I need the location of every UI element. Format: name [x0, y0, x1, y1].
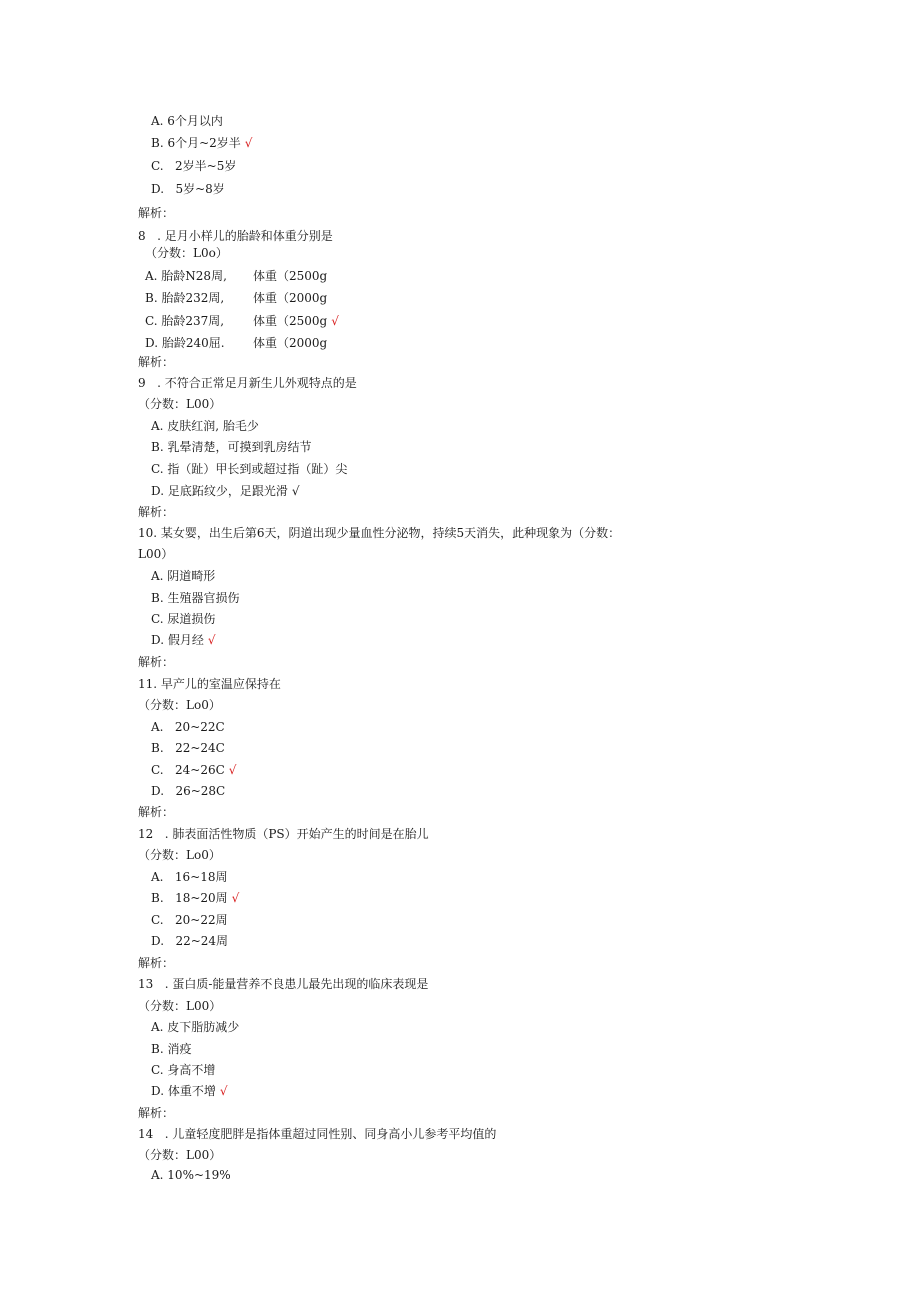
q8-analysis: 解析： — [138, 355, 175, 369]
q11-option-d: D. 26~28C — [151, 784, 226, 798]
q10-option-d: D. 假月经 √ — [151, 633, 216, 647]
q13-stem: 13 . 蛋白质-能量营养不良患儿最先出现的临床表现是 — [138, 977, 429, 991]
q12-option-d: D. 22~24周 — [151, 934, 229, 948]
q7-option-a: A. 6个月以内 — [151, 114, 223, 128]
correct-check-icon: √ — [207, 633, 216, 647]
q10-option-a: A. 阴道畸形 — [151, 569, 216, 583]
q10-option-c: C. 尿道损伤 — [151, 612, 216, 626]
q8-option-c-age: C. 胎龄237周, — [145, 314, 225, 328]
q7-option-b: B. 6个月~2岁半 √ — [151, 136, 253, 150]
q7-option-c: C. 2岁半~5岁 — [151, 159, 237, 173]
q7-option-d: D. 5岁~8岁 — [151, 182, 225, 196]
q7-analysis: 解析： — [138, 206, 175, 220]
q8-option-a-age: A. 胎龄N28周, — [145, 269, 227, 283]
correct-check-icon: √ — [244, 136, 253, 150]
q9-option-a: A. 皮肤红润, 胎毛少 — [151, 419, 259, 433]
q8-option-c-weight: 体重（2500g √ — [253, 314, 339, 328]
q11-analysis: 解析： — [138, 805, 175, 819]
q13-option-b: B. 消疫 — [151, 1042, 192, 1056]
q8-option-d-weight: 体重（2000g — [253, 336, 328, 350]
q12-option-a: A. 16~18周 — [151, 870, 228, 884]
q11-option-a: A. 20~22C — [151, 720, 225, 734]
q12-option-b: B. 18~20周 √ — [151, 891, 240, 905]
q13-analysis: 解析： — [138, 1106, 175, 1120]
q9-option-c: C. 指（趾）甲长到或超过指（趾）尖 — [151, 462, 348, 476]
q8-option-b-weight: 体重（2000g — [253, 291, 328, 305]
q12-analysis: 解析： — [138, 956, 175, 970]
q8-option-a-weight: 体重（2500g — [253, 269, 328, 283]
q9-stem: 9 . 不符合正常足月新生儿外观特点的是 — [138, 376, 357, 390]
q10-analysis: 解析： — [138, 655, 175, 669]
q12-score: （分数：Lo0） — [138, 848, 221, 862]
q9-option-d: D. 足底跖纹少，足跟光滑 √ — [151, 484, 300, 498]
correct-check-icon: √ — [228, 763, 237, 777]
q13-option-d: D. 体重不增 √ — [151, 1084, 228, 1098]
q11-option-b: B. 22~24C — [151, 741, 225, 755]
q13-option-a: A. 皮下脂肪减少 — [151, 1020, 240, 1034]
q10-option-b: B. 生殖器官损伤 — [151, 591, 240, 605]
q8-option-b-age: B. 胎龄232周, — [145, 291, 225, 305]
q11-score: （分数：Lo0） — [138, 698, 221, 712]
q10-stem: 10. 某女婴，出生后第6天，阴道出现少量血性分泌物，持续5天消失，此种现象为（分数： — [138, 526, 621, 540]
q14-option-a: A. 10%~19% — [151, 1168, 231, 1182]
q11-stem: 11. 早产儿的室温应保持在 — [138, 677, 281, 691]
q9-analysis: 解析： — [138, 505, 175, 519]
q14-stem: 14 . 儿童轻度肥胖是指体重超过同性别、同身高小儿参考平均值的 — [138, 1127, 497, 1141]
correct-check-icon: √ — [231, 891, 240, 905]
q12-stem: 12 . 肺表面活性物质（PS）开始产生的时间是在胎儿 — [138, 827, 429, 841]
q13-option-c: C. 身高不增 — [151, 1063, 216, 1077]
q11-option-c: C. 24~26C √ — [151, 763, 237, 777]
q9-option-b: B. 乳晕清楚，可摸到乳房结节 — [151, 440, 312, 454]
q10-stem-score: L00） — [138, 547, 174, 561]
q13-score: （分数：L00） — [138, 999, 222, 1013]
q14-score: （分数：L00） — [138, 1148, 222, 1162]
q8-stem: 8 . 足月小样儿的胎龄和体重分别是 — [138, 229, 333, 243]
q12-option-c: C. 20~22周 — [151, 913, 228, 927]
q8-option-d-age: D. 胎龄240屈. — [145, 336, 225, 350]
q9-score: （分数：L00） — [138, 397, 222, 411]
q8-score: （分数：L0o） — [145, 246, 228, 260]
correct-check-icon: √ — [291, 484, 300, 498]
correct-check-icon: √ — [331, 314, 339, 328]
correct-check-icon: √ — [219, 1084, 228, 1098]
